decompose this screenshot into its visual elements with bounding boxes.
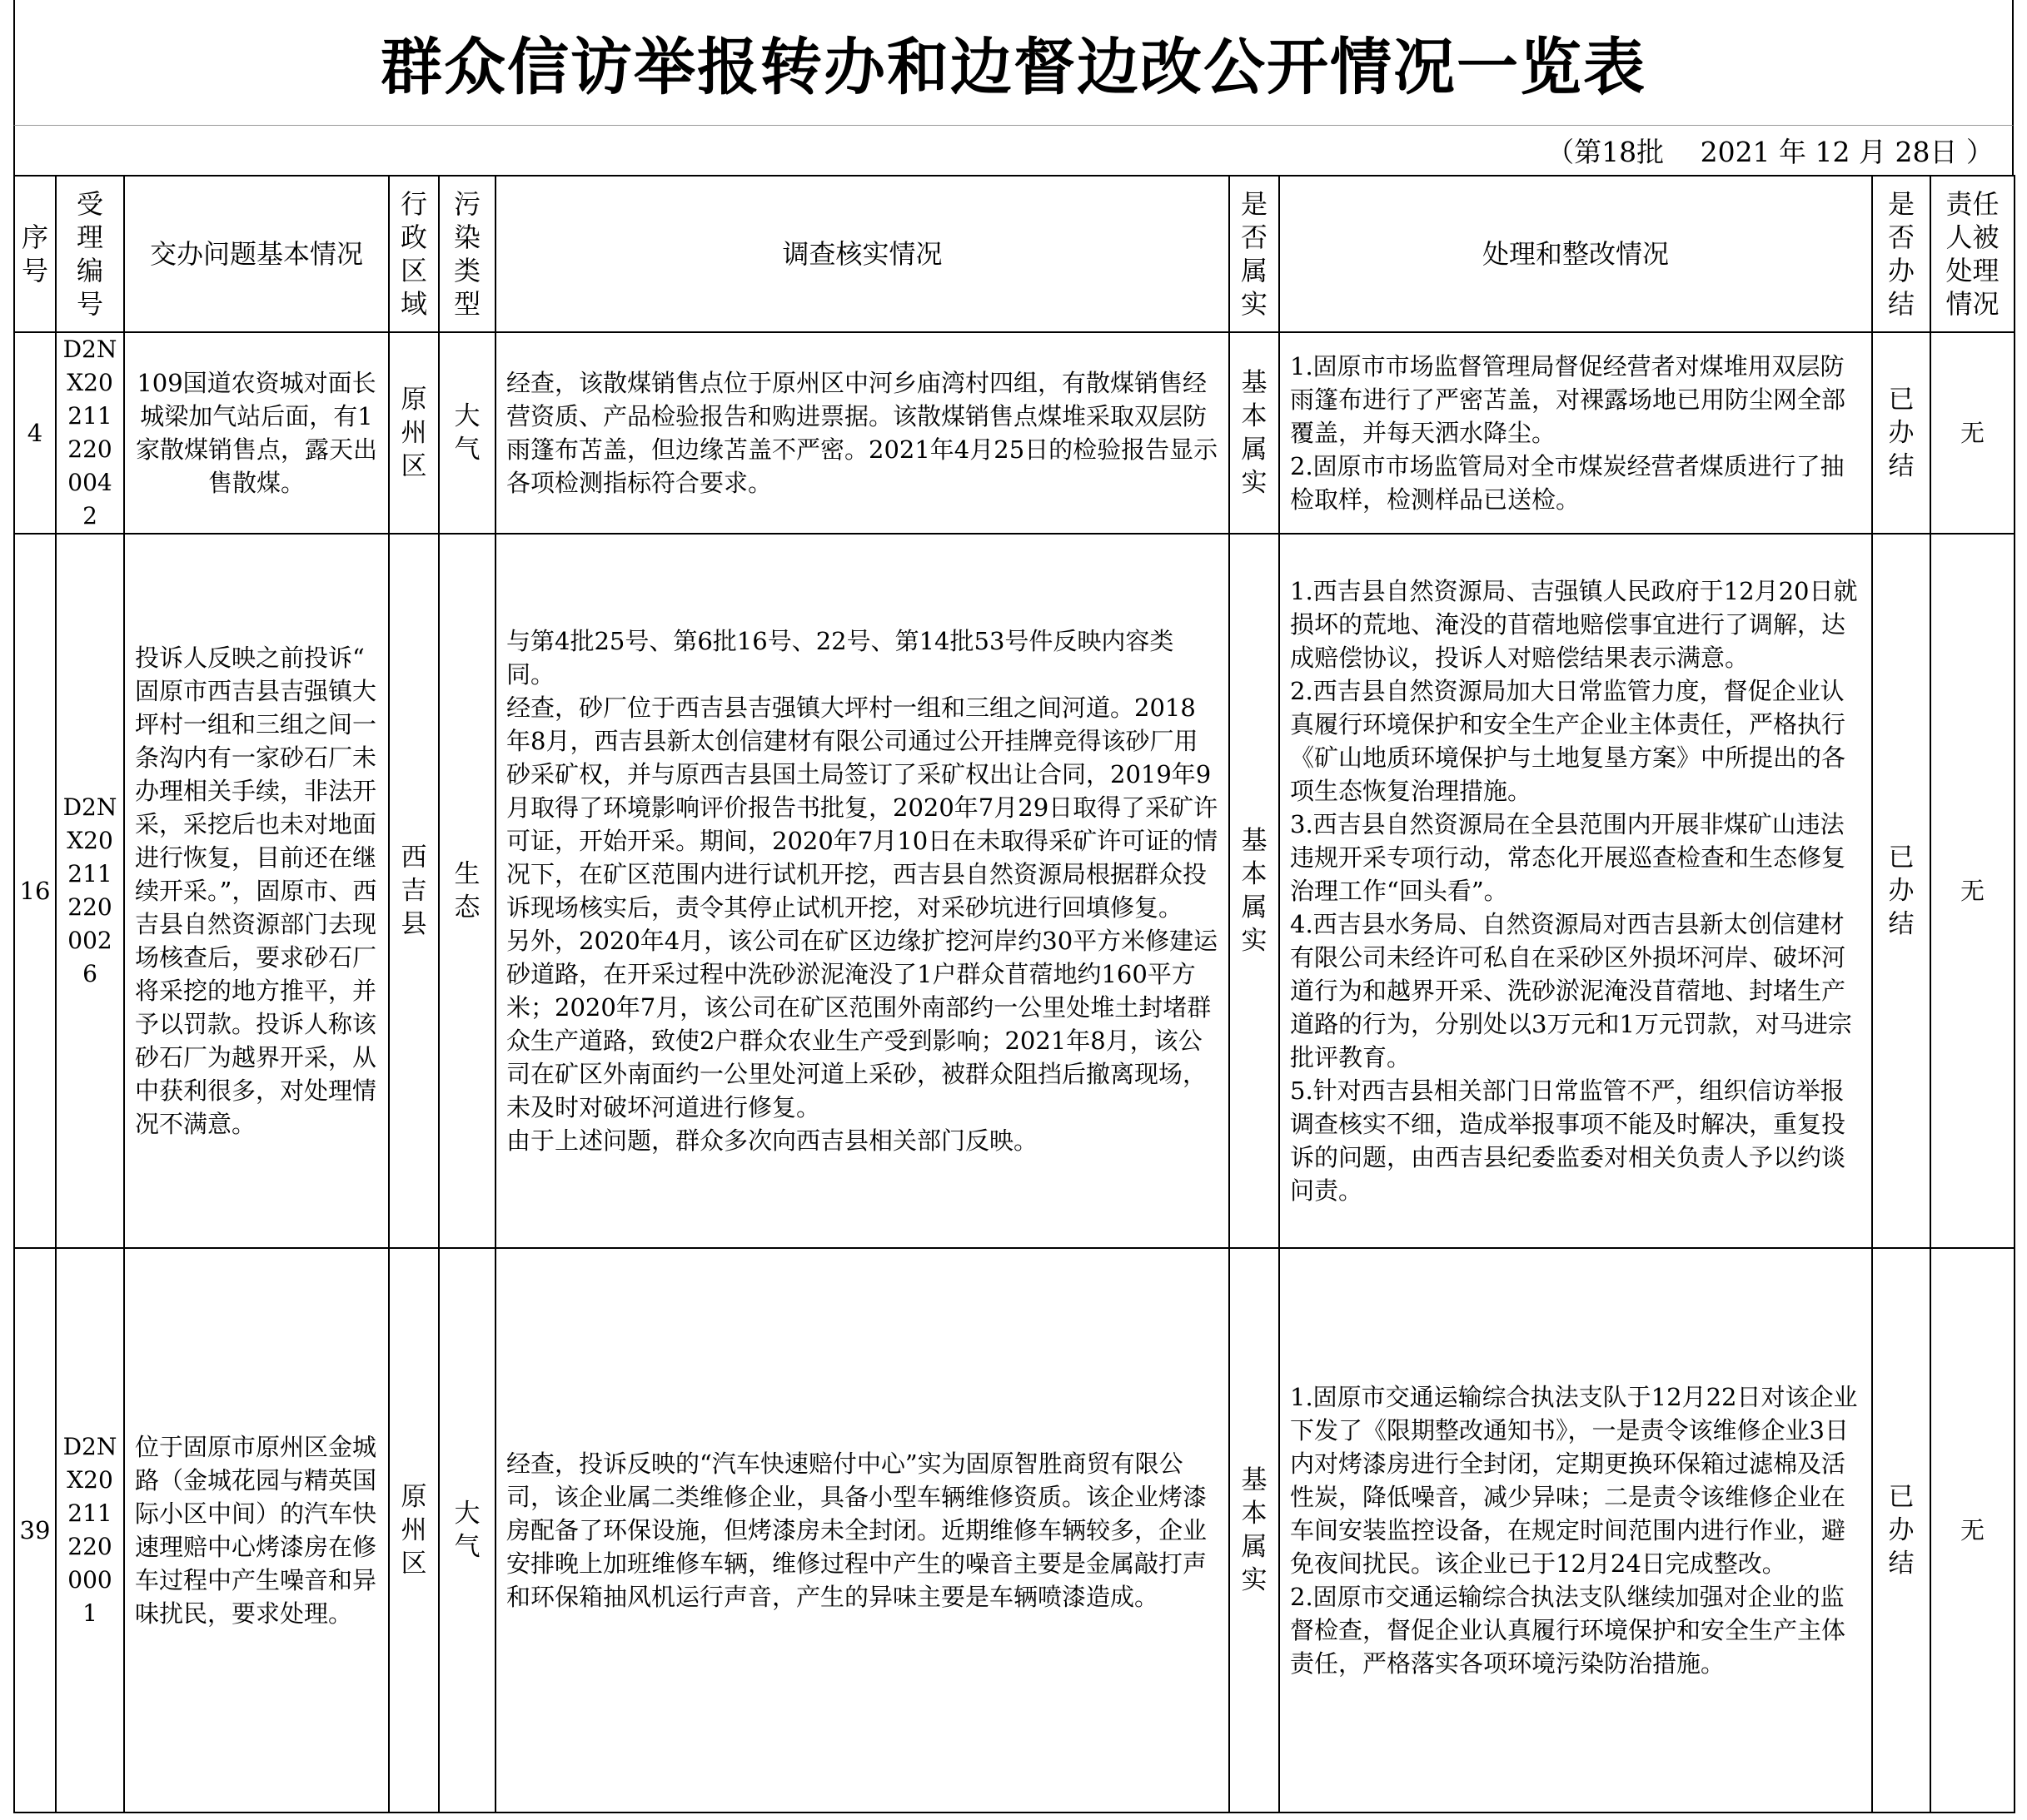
cell-pollution: 大气 — [439, 1248, 496, 1813]
cell-investigation: 经查，该散煤销售点位于原州区中河乡庙湾村四组，有散煤销售经营资质、产品检验报告和购进票据。该散煤销售点煤堆采取双层防雨篷布苫盖，但边缘苫盖不严密。2021年4月25日的检验报告显示各项检测指标符合要求。 — [496, 332, 1229, 534]
header-code: 受理编号 — [56, 176, 124, 332]
cell-code: D2NX202112200001 — [56, 1248, 124, 1813]
cell-handling: 1.西吉县自然资源局、吉强镇人民政府于12月20日就损坏的荒地、淹没的苜蓿地赔偿事宜进行了调解，达成赔偿协议，投诉人对赔偿结果表示满意。 2.西吉县自然资源局加大日常监管力度，督促企业认真履行环境保护和安全生产企业主体责任，严格执行《矿山地质环境保护与土地复垦方案》中所提出的各项生态恢复治理措施。 3.西吉县自然资源局在全县范围内开展非煤矿山违法违规开采专项行动，常态化开展巡查检查和生态修复治理工作“回头看”。 4.西吉县水务局、自然资源局对西吉县新太创信建材有限公司未经许可私自在采砂区外损坏河岸、破坏河道行为和越界开采、洗砂淤泥淹没苜蓿地、封堵生产道路的行为，分别处以3万元和1万元罚款，对马进宗批评教育。 5.针对西吉县相关部门日常监管不严，组织信访举报调查核实不细，造成举报事项不能及时解决，重复投诉的问题，由西吉县纪委监委对相关负责人予以约谈问责。 — [1279, 534, 1872, 1248]
cell-investigation: 经查，投诉反映的“汽车快速赔付中心”实为固原智胜商贸有限公司，该企业属二类维修企业，具备小型车辆维修资质。该企业烤漆房配备了环保设施，但烤漆房未全封闭。近期维修车辆较多，企业安排晚上加班维修车辆，维修过程中产生的噪音主要是金属敲打声和环保箱抽风机运行声音，产生的异味主要是车辆喷漆造成。 — [496, 1248, 1229, 1813]
cell-closed: 已办结 — [1872, 332, 1930, 534]
cell-seq: 39 — [14, 1248, 56, 1813]
cell-accountability: 无 — [1930, 332, 2015, 534]
cell-accountability: 无 — [1930, 1248, 2015, 1813]
header-region: 行政区域 — [389, 176, 439, 332]
cell-seq: 16 — [14, 534, 56, 1248]
document-sheet — [13, 0, 2014, 1815]
cell-verified: 基本属实 — [1229, 332, 1279, 534]
table-row — [14, 1248, 2015, 1813]
header-pollution: 污染类型 — [439, 176, 496, 332]
header-closed: 是否办结 — [1872, 176, 1930, 332]
cell-closed: 已办结 — [1872, 1248, 1930, 1813]
cell-code: D2NX202112200026 — [56, 534, 124, 1248]
header-accountability: 责任人被处理情况 — [1930, 176, 2015, 332]
cell-verified: 基本属实 — [1229, 1248, 1279, 1813]
cell-pollution: 生态 — [439, 534, 496, 1248]
cell-pollution: 大气 — [439, 332, 496, 534]
cell-handling: 1.固原市市场监督管理局督促经营者对煤堆用双层防雨篷布进行了严密苫盖，对裸露场地已用防尘网全部覆盖，并每天洒水降尘。 2.固原市市场监管局对全市煤炭经营者煤质进行了抽检取样，检测样品已送检。 — [1279, 332, 1872, 534]
table-row — [14, 332, 2015, 534]
cell-closed: 已办结 — [1872, 534, 1930, 1248]
petition-table — [13, 175, 2015, 1813]
cell-problem: 位于固原市原州区金城路（金城花园与精英国际小区中间）的汽车快速理赔中心烤漆房在修车过程中产生噪音和异味扰民，要求处理。 — [124, 1248, 389, 1813]
batch-info — [13, 125, 2014, 175]
cell-region: 原州区 — [389, 332, 439, 534]
header-investigation: 调查核实情况 — [496, 176, 1229, 332]
cell-accountability: 无 — [1930, 534, 2015, 1248]
header-seq: 序号 — [14, 176, 56, 332]
header-row — [14, 176, 2015, 332]
header-problem: 交办问题基本情况 — [124, 176, 389, 332]
cell-region: 西吉县 — [389, 534, 439, 1248]
cell-region: 原州区 — [389, 1248, 439, 1813]
cell-seq: 4 — [14, 332, 56, 534]
cell-verified: 基本属实 — [1229, 534, 1279, 1248]
title-area — [13, 0, 2014, 125]
cell-handling: 1.固原市交通运输综合执法支队于12月22日对该企业下发了《限期整改通知书》，一是责令该维修企业3日内对烤漆房进行全封闭，定期更换环保箱过滤棉及活性炭，降低噪音，减少异味；二是责令该维修企业在车间安装监控设备，在规定时间范围内进行作业，避免夜间扰民。该企业已于12月24日完成整改。 2.固原市交通运输综合执法支队继续加强对企业的监督检查，督促企业认真履行环境保护和安全生产主体责任，严格落实各项环境污染防治措施。 — [1279, 1248, 1872, 1813]
cell-code: D2NX202112200042 — [56, 332, 124, 534]
header-handling: 处理和整改情况 — [1279, 176, 1872, 332]
page-title: 群众信访举报转办和边督边改公开情况一览表 — [381, 32, 1646, 103]
header-verified: 是否属实 — [1229, 176, 1279, 332]
cell-problem: 投诉人反映之前投诉“ 固原市西吉县吉强镇大坪村一组和三组之间一条沟内有一家砂石厂未办理相关手续，非法开采，采挖后也未对地面进行恢复，目前还在继续开采。”，固原市、西吉县自然资源部门去现场核查后，要求砂石厂将采挖的地方推平，并予以罚款。投诉人称该砂石厂为越界开采，从中获利很多，对处理情况不满意。 — [124, 534, 389, 1248]
table-row — [14, 534, 2015, 1248]
cell-investigation: 与第4批25号、第6批16号、22号、第14批53号件反映内容类同。 经查，砂厂位于西吉县吉强镇大坪村一组和三组之间河道。2018年8月，西吉县新太创信建材有限公司通过公开挂牌竞得该砂厂用砂采矿权，并与原西吉县国土局签订了采矿权出让合同，2019年9月取得了环境影响评价报告书批复，2020年7月29日取得了采矿许可证，开始开采。期间，2020年7月10日在未取得采矿许可证的情况下，在矿区范围内进行试机开挖，西吉县自然资源局根据群众投诉现场核实后，责令其停止试机开挖，对采砂坑进行回填修复。 另外，2020年4月，该公司在矿区边缘扩挖河岸约30平方米修建运砂道路，在开采过程中洗砂淤泥淹没了1户群众苜蓿地约160平方米；2020年7月，该公司在矿区范围外南部约一公里处堆土封堵群众生产道路，致使2户群众农业生产受到影响；2021年8月，该公司在矿区外南面约一公里处河道上采砂，被群众阻挡后撤离现场，未及时对破坏河道进行修复。 由于上述问题，群众多次向西吉县相关部门反映。 — [496, 534, 1229, 1248]
batch-date: （第18批 2021 年 12 月 28日 ） — [1546, 136, 1994, 168]
cell-problem: 109国道农资城对面长城梁加气站后面，有1家散煤销售点，露天出售散煤。 — [124, 332, 389, 534]
